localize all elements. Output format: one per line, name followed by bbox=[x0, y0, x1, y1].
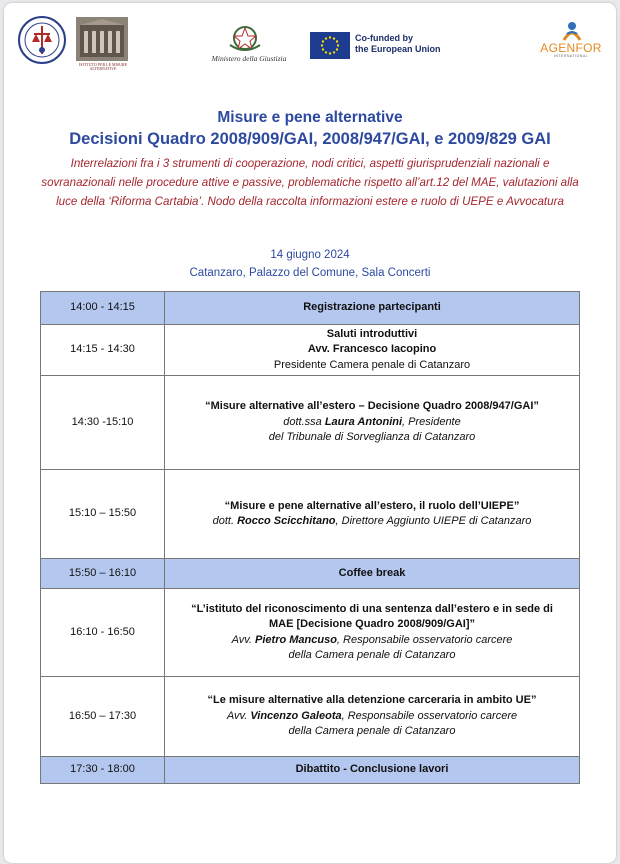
page-subtitle: Interrelazioni fra i 3 strumenti di cooperazione, nodi critici, aspetti giurisprudenziali nazionali e sovranazionali nelle procedure attive e passive, problematiche rispetto all’art.12 del MAE, valutazioni alla luce della ‘Riforma Cartabia’. Nodo della raccolta informazioni estere e ruolo di UEPE e Avvocatura bbox=[41, 157, 579, 208]
agenfor-subtitle: INTERNATIONAL bbox=[553, 54, 589, 58]
agenfor-logo-icon bbox=[560, 20, 584, 42]
agenda-item bbox=[165, 677, 580, 757]
agenda-speaker-line bbox=[165, 709, 579, 725]
agenda-role: , Presidente bbox=[402, 415, 461, 428]
agenda-title: “Misure alternative all’estero – Decisione Quadro 2008/947/GAI” bbox=[205, 400, 539, 413]
agenda-item bbox=[165, 589, 580, 677]
agenda-role: , Responsabile osservatorio carcere bbox=[341, 709, 518, 722]
agenda-time: 14:15 - 14:30 bbox=[41, 325, 165, 376]
agenda-item bbox=[165, 292, 580, 325]
agenda-speaker: Vincenzo Galeota bbox=[250, 709, 342, 722]
agenda-row bbox=[41, 677, 580, 757]
agenda-title: “Misure e pene alternative all’estero, il ruolo dell’UIEPE” bbox=[224, 499, 520, 512]
agenda-time: 15:10 – 15:50 bbox=[41, 470, 165, 559]
event-venue: Catanzaro, Palazzo del Comune, Sala Concerti bbox=[189, 267, 431, 279]
agenda-row bbox=[41, 470, 580, 559]
agenda-time: 16:50 – 17:30 bbox=[41, 677, 165, 757]
agenda-time: 14:00 - 14:15 bbox=[41, 292, 165, 325]
page-title: Misure e pene alternative bbox=[217, 109, 403, 126]
agenda-speaker: Avv. Francesco Iacopino bbox=[307, 343, 437, 356]
agenda-speaker: Laura Antonini bbox=[324, 415, 403, 428]
agenda-time: 16:10 - 16:50 bbox=[41, 589, 165, 677]
eu-text-line1: Co-funded by bbox=[355, 33, 413, 43]
agenda-row bbox=[41, 559, 580, 589]
eu-cofunded-text bbox=[355, 33, 441, 55]
document-page bbox=[4, 3, 616, 863]
agenda-title: “L’istituto del riconoscimento di una sentenza dall’estero e in sede di MAE [Decisione Quadro 2008/909/GAI]” bbox=[191, 602, 553, 630]
agenda-speaker-line bbox=[165, 415, 579, 431]
agenda-role-line2: della Camera penale di Catanzaro bbox=[288, 649, 456, 661]
agenda-role: Presidente Camera penale di Catanzaro bbox=[273, 358, 471, 371]
agenda-item bbox=[165, 757, 580, 784]
event-date: 14 giugno 2024 bbox=[270, 249, 350, 261]
agenda-role: , Responsabile osservatorio carcere bbox=[336, 633, 513, 646]
agenda-item bbox=[165, 559, 580, 589]
agenda-row bbox=[41, 292, 580, 325]
agenda-item bbox=[165, 376, 580, 470]
agenda-row bbox=[41, 376, 580, 470]
agenda-speaker-line bbox=[165, 514, 579, 530]
speaker-prefix: dott. bbox=[212, 515, 238, 527]
agenda-speaker: Pietro Mancuso bbox=[255, 633, 337, 646]
eu-flag-icon bbox=[310, 32, 350, 59]
ministry-logo-text: Ministero della Giustizia bbox=[211, 54, 287, 63]
page-title-line2: Decisioni Quadro 2008/909/GAI, 2008/947/GAI, e 2009/829 GAI bbox=[69, 130, 551, 148]
agenda-row bbox=[41, 589, 580, 677]
agenda-item bbox=[165, 325, 580, 376]
agenda-time: 17:30 - 18:00 bbox=[41, 757, 165, 784]
agenda-title: “Le misure alternative alla detenzione carceraria in ambito UE” bbox=[207, 694, 537, 707]
agenda-title: Saluti introduttivi bbox=[326, 327, 418, 340]
agenda-role-line2: della Camera penale di Catanzaro bbox=[288, 725, 456, 738]
agenda-time: 14:30 -15:10 bbox=[41, 376, 165, 470]
agenda-title: Registrazione partecipanti bbox=[303, 301, 441, 314]
speaker-prefix: Avv. bbox=[226, 709, 251, 722]
agenda-speaker-line bbox=[179, 633, 565, 649]
agenda-table bbox=[40, 291, 580, 784]
speaker-prefix: Avv. bbox=[231, 633, 256, 646]
agenfor-name: AGENFOR bbox=[540, 41, 602, 55]
logo-header bbox=[4, 3, 616, 83]
agenda-speaker: Rocco Scicchitano bbox=[237, 515, 336, 527]
camera-penale-logo-icon bbox=[18, 16, 66, 64]
eu-text-line2: the European Union bbox=[355, 44, 441, 54]
building-logo-text: ISTITUTO PER LE MISURE ALTERNATIVE bbox=[78, 62, 128, 71]
agenda-role-line2: del Tribunale di Sorveglianza di Catanzaro bbox=[268, 431, 476, 444]
agenda-row bbox=[41, 757, 580, 784]
agenda-title: Dibattito - Conclusione lavori bbox=[295, 763, 449, 776]
agenda-item bbox=[165, 470, 580, 559]
agenda-title: Coffee break bbox=[338, 566, 406, 579]
building-logo-icon bbox=[76, 17, 128, 67]
speaker-prefix: dott.ssa bbox=[283, 415, 325, 428]
agenda-time: 15:50 – 16:10 bbox=[41, 559, 165, 589]
italian-republic-emblem-icon bbox=[222, 23, 268, 53]
agenda-role: , Direttore Aggiunto UIEPE di Catanzaro bbox=[335, 515, 532, 527]
agenda-row bbox=[41, 325, 580, 376]
